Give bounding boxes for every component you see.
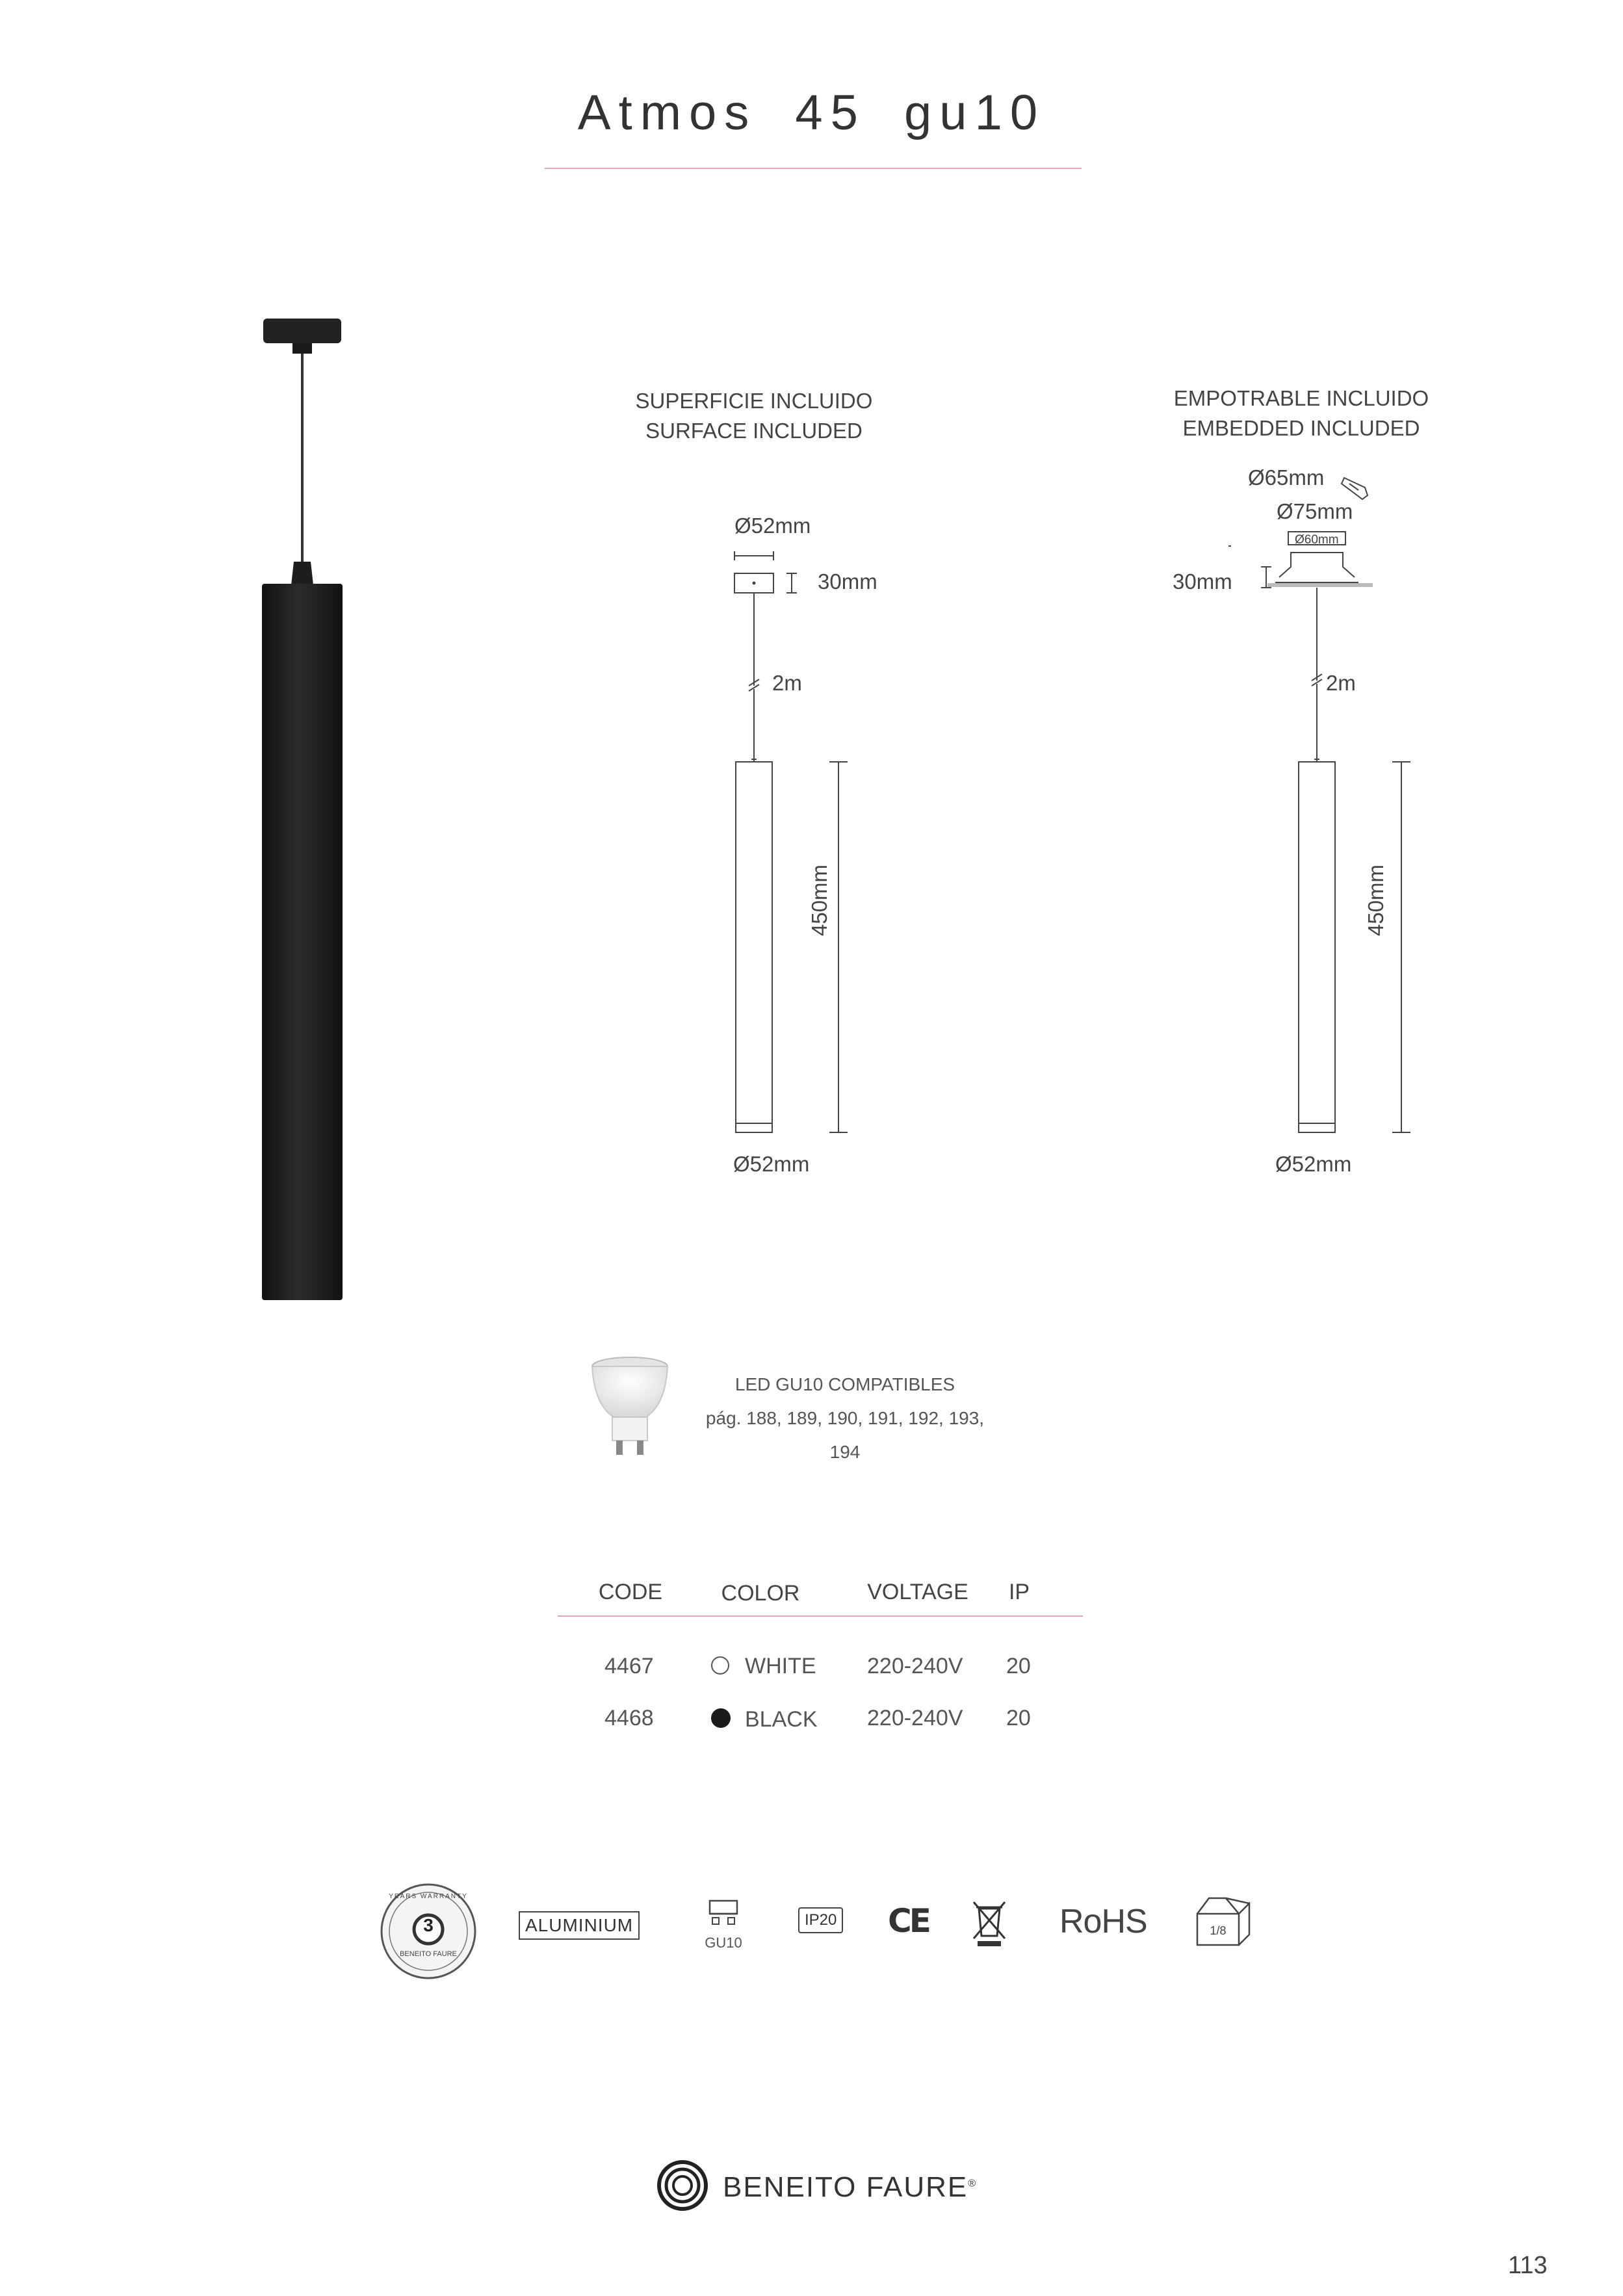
brand-name — [723, 2171, 977, 2204]
row-color: BLACK — [745, 1707, 818, 1732]
canopy — [263, 319, 341, 343]
warranty-years: 3 — [423, 1915, 434, 1935]
surface-dim-canopy-diameter: Ø52mm — [734, 514, 811, 538]
material-badge: ALUMINIUM — [519, 1911, 640, 1940]
surface-dim-canopy-height: 30mm — [818, 569, 877, 594]
embedded-dim-outer-diameter: Ø75mm — [1277, 499, 1353, 523]
embedded-dim-body-height: 450mm — [1364, 864, 1388, 936]
row-ip: 20 — [1006, 1654, 1031, 1678]
surface-drawing — [708, 540, 877, 1144]
warranty-text: YEARS WARRANTY — [389, 1893, 468, 1900]
embedded-dim-inner-diameter: Ø60mm — [1295, 533, 1339, 547]
embedded-dim-body-diameter: Ø52mm — [1275, 1152, 1352, 1176]
box-quantity: 1/8 — [1210, 1924, 1227, 1937]
table-header-color: COLOR — [721, 1581, 800, 1606]
lamp-body — [262, 584, 343, 1300]
compatible-line1: LED GU10 COMPATIBLES — [734, 1374, 955, 1394]
surface-dim-cable: 2m — [772, 671, 802, 695]
surface-dim-body-height: 450mm — [807, 864, 831, 936]
table-header-ip: IP — [1008, 1580, 1030, 1604]
rohs-mark: RoHS — [1059, 1903, 1147, 1940]
row-voltage: 220-240V — [867, 1706, 963, 1730]
compatible-line2: pág. 188, 189, 190, 191, 192, 193, 194 — [705, 1408, 985, 1462]
compatible-text — [689, 1368, 1001, 1469]
embedded-dim-cable: 2m — [1326, 671, 1356, 695]
gu10-bulb-icon — [588, 1352, 672, 1463]
row-color: WHITE — [745, 1654, 816, 1678]
title-divider — [545, 168, 1082, 169]
weee-bin-icon — [971, 1899, 1007, 1948]
surface-caption — [611, 386, 897, 446]
embedded-caption-en: EMBEDDED INCLUDED — [1182, 416, 1420, 440]
table-row — [0, 1706, 1623, 1738]
socket-label: GU10 — [705, 1935, 742, 1951]
row-code: 4468 — [604, 1706, 654, 1730]
brand-name-text: BENEITO FAURE — [723, 2171, 968, 2203]
embedded-caption — [1158, 384, 1444, 443]
box-quantity-icon — [1193, 1892, 1252, 1950]
cable — [301, 354, 304, 562]
embedded-caption-es: EMPOTRABLE INCLUIDO — [1173, 386, 1429, 410]
page-title: Atmos 45 gu10 — [577, 85, 1046, 140]
warranty-brand: BENEITO FAURE — [400, 1950, 457, 1958]
brand-logo-icon — [656, 2159, 708, 2211]
ip-rating-badge: IP20 — [798, 1907, 843, 1933]
surface-dim-body-diameter: Ø52mm — [733, 1152, 810, 1176]
table-row — [0, 1654, 1623, 1686]
color-swatch-black — [711, 1708, 731, 1728]
page-number: 113 — [1508, 2252, 1548, 2279]
row-ip: 20 — [1006, 1706, 1031, 1730]
row-voltage: 220-240V — [867, 1654, 963, 1678]
color-swatch-white — [711, 1656, 729, 1675]
row-code: 4467 — [604, 1654, 654, 1678]
warranty-seal-icon — [380, 1883, 477, 1980]
embedded-dim-depth: 30mm — [1173, 569, 1232, 594]
embedded-drawing — [1228, 455, 1417, 1144]
table-divider — [558, 1615, 1083, 1617]
brand-registered-mark: ® — [968, 2178, 978, 2189]
table-header-code: CODE — [598, 1580, 663, 1604]
ce-mark-icon: CE — [888, 1902, 929, 1940]
surface-caption-es: SUPERFICIE INCLUIDO — [635, 389, 873, 413]
surface-caption-en: SURFACE INCLUDED — [645, 419, 863, 443]
gu10-socket-icon — [702, 1898, 745, 1957]
product-photo — [240, 312, 364, 1300]
embedded-dim-cutout: Ø65mm — [1248, 465, 1325, 489]
table-header-voltage: VOLTAGE — [867, 1580, 968, 1604]
